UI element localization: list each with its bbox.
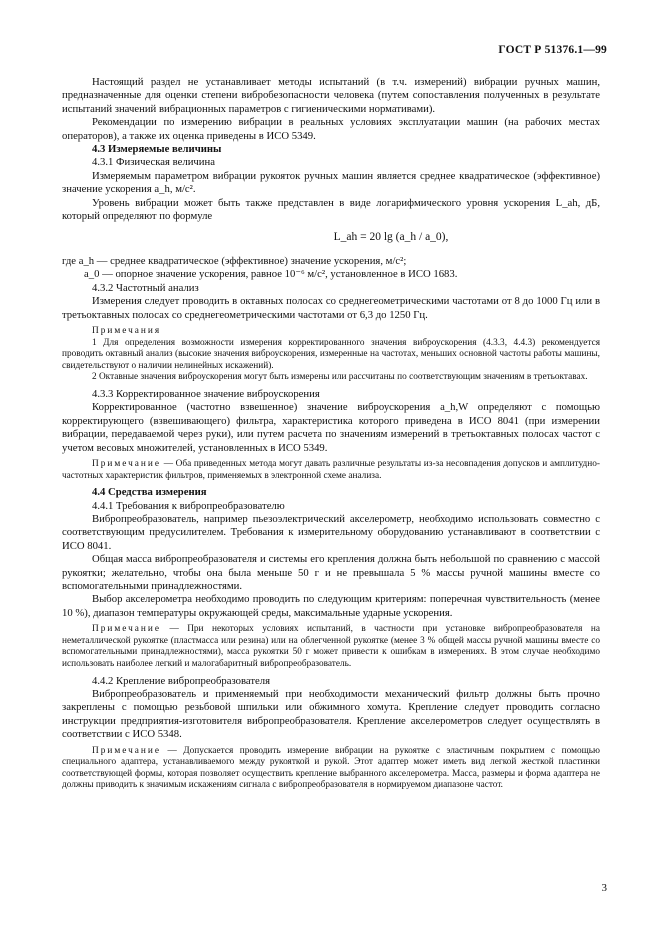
page-number: 3 — [601, 882, 607, 894]
note: 2 Октавные значения виброускорения могут быть измерены или рассчитаны по соответствующим значениям в третьоктавах. — [92, 372, 588, 383]
section-heading: 4.3 Измеряемые величины — [92, 143, 222, 156]
note: 1 Для определения возможности измерения корректированного значения виброускорения (4.3.3, 4.4.3) рекомендуется проводить октавный анализ (высокие значения виброускорения, измеренные на частотах, меньших основной частоты работы машины, свидетельствуют о наличии нелинейных искажений). — [62, 337, 600, 371]
paragraph: Общая масса вибропреобразователя и системы его крепления должна быть небольшой по сравнению с массой рукоятки; желательно, чтобы она была меньше 50 г и не превышала 5 % массы ручной машины вместе со вспомогательными принадлежностями. — [62, 553, 600, 592]
paragraph: Измеряемым параметром вибрации рукояток ручных машин является среднее квадратическое (эффективное) значение ускорения a_h, м/с². — [62, 169, 600, 196]
paragraph: Корректированное (частотно взвешенное) значение виброускорения a_h,W определяют с помощью корректирующего (взвешивающего) фильтра, характеристика которого приведена в ИСО 8041 (при измерении вибрации, передаваемой через руки), или путем расчета по значениям измерений в третьоктавных полосах частот с учетом весовых множителей, установленных в ИСО 5349. — [62, 401, 600, 454]
formula-legend: где a_h — среднее квадратическое (эффективное) значение ускорения, м/с²; — [62, 254, 407, 267]
page-body — [62, 76, 600, 792]
notes-title: Примечания — [92, 325, 162, 336]
note-text: — Допускается проводить измерение вибрации на рукоятке с эластичным покрытием с помощью специального адаптера, устанавливаемого между рукояткой и рукой. Этот адаптер может иметь вид легкой жесткой пластинки соответствующей формы, которая позволяет осуществить крепление выбранного акселерометра. Масса, размеры и форма адаптера не должны приводить к значимым искажениям сигнала с вибропреобразователя в нормируемом диапазоне частот. — [62, 745, 600, 791]
formula-legend: a_0 — опорное значение ускорения, равное 10⁻⁶ м/с², установленное в ИСО 1683. — [84, 268, 458, 281]
formula: L_ah = 20 lg (a_h / a_0), — [333, 231, 449, 244]
paragraph: Выбор акселерометра необходимо проводить по следующим критериям: поперечная чувствительность (менее 10 %), диапазон температуры окружающей среды, максимальные ударные ускорения. — [62, 593, 600, 619]
note-label: Примечание — [92, 458, 161, 469]
note-text: — При некоторых условиях испытаний, в частности при установке вибропреобразователя на неметаллической рукоятке (пластмасса или резина) или на облегченной рукоятке (менее 3 % общей массы ручной машины вместе со вспомогательными принадлежностями), масса рукоятки 50 г может привести к ошибкам в измерениях. В этом случае необходимо использовать наиболее легкий и малогабаритный вибропреобразователь. — [62, 624, 600, 669]
paragraph: Уровень вибрации может быть также представлен в виде логарифмического уровня ускорения L_ah, дБ, который определяют по формуле — [62, 196, 600, 223]
paragraph: Рекомендации по измерению вибрации в реальных условиях эксплуатации машин (на рабочих местах операторов), а также их оценка приведены в ИСО 5349. — [62, 116, 600, 142]
subsection-heading: 4.4.1 Требования к вибропреобразователю — [92, 499, 285, 512]
note-label: Примечание — [92, 624, 161, 635]
subsection-heading: 4.3.3 Корректированное значение виброускорения — [92, 387, 320, 400]
note — [62, 746, 600, 792]
note-text: — Оба приведенных метода могут давать различные результаты из-за несовпадения допусков и амплитудно-частотных характеристик фильтров, применяемых в электронной схеме анализа. — [62, 458, 600, 481]
subsection-heading: 4.4.2 Крепление вибропреобразователя — [92, 674, 271, 687]
note-label: Примечание — [92, 745, 161, 756]
section-heading: 4.4 Средства измерения — [92, 486, 207, 499]
subsection-heading: 4.3.2 Частотный анализ — [92, 281, 199, 294]
paragraph: Вибропреобразователь и применяемый при необходимости механический фильтр должны быть прочно закреплены с помощью резьбовой шпильки или обжимного хомута. Крепление следует проводить согласно инструкции предприятия-изготовителя вибропреобразователя. Крепление акселерометров следует осуществлять в соответствии с ИСО 5348. — [62, 687, 600, 741]
note — [62, 624, 600, 670]
subsection-heading: 4.3.1 Физическая величина — [92, 156, 215, 169]
note — [62, 459, 600, 482]
paragraph: Измерения следует проводить в октавных полосах со среднегеометрическими частотами от 8 до 1000 Гц или в третьоктавных полосах со среднегеометрическими частотами от 6,3 до 1250 Гц. — [62, 295, 600, 321]
paragraph: Настоящий раздел не устанавливает методы испытаний (в т.ч. измерений) вибрации ручных машин, предназначенные для оценки степени вибробезопасности человека (путем сопоставления полученных в результате испытаний значений вибрационных параметров с гигиеническими нормативами). — [62, 76, 600, 115]
doc-header: ГОСТ Р 51376.1—99 — [498, 44, 607, 56]
paragraph: Вибропреобразователь, например пьезоэлектрический акселерометр, необходимо использовать совместно с соответствующим предусилителем. Требования к измерительному оборудованию устанавливают в соответствии с ИСО 8041. — [62, 512, 600, 552]
